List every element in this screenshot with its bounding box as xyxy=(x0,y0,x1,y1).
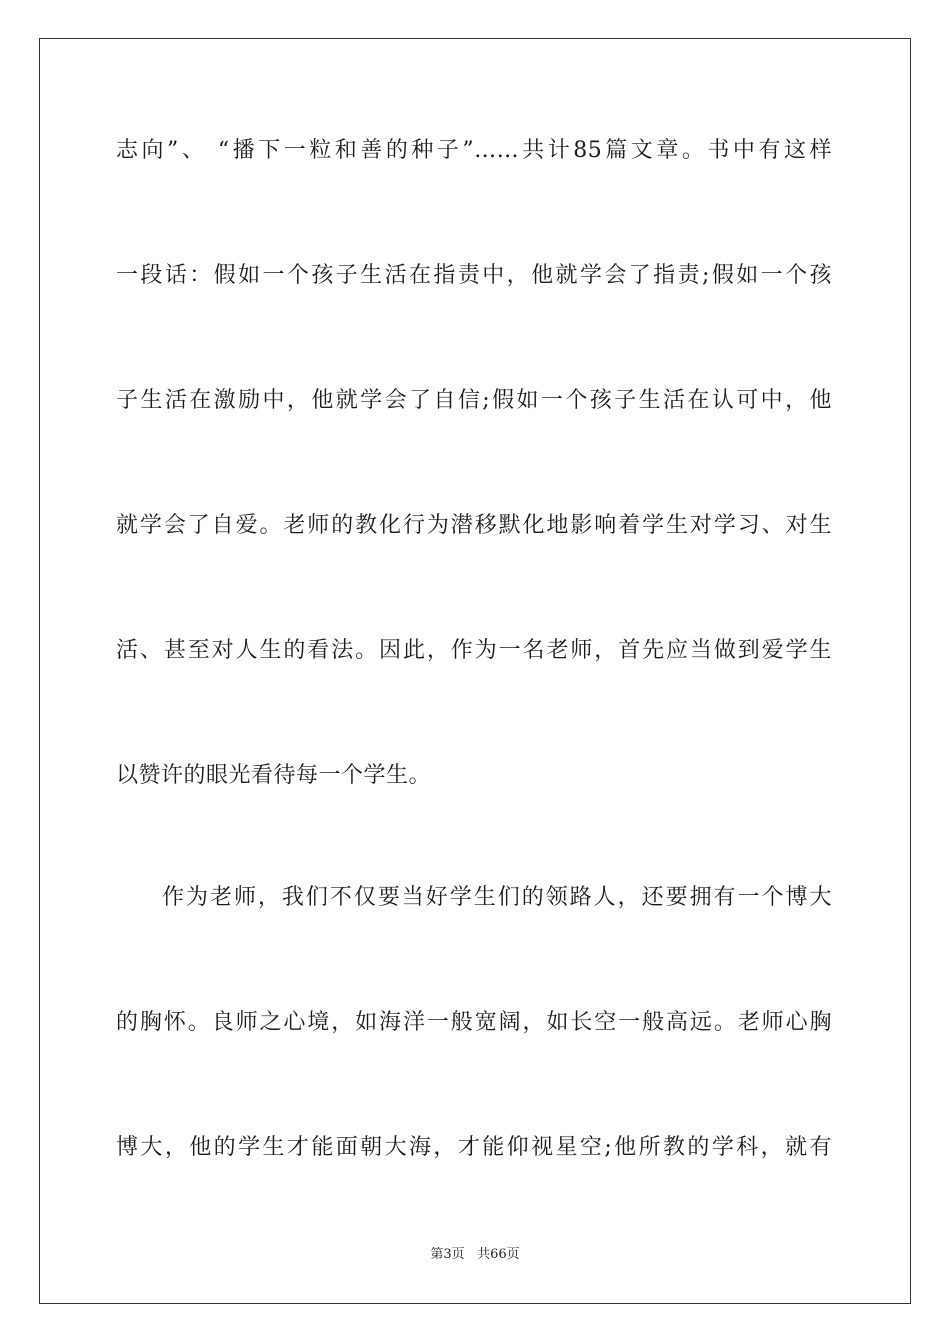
body-text-line-4: 就学会了自爱。老师的教化行为潜移默化地影响着学生对学习、对生 xyxy=(116,513,832,538)
page-border xyxy=(39,38,911,1304)
body-text-line-6: 以赞许的眼光看待每一个学生。 xyxy=(116,763,432,788)
total-pages: 共66页 xyxy=(477,1247,520,1262)
body-text-line-7: 作为老师，我们不仅要当好学生们的领路人，还要拥有一个博大 xyxy=(162,885,832,910)
page-footer xyxy=(0,1246,950,1264)
body-text-line-5: 活、甚至对人生的看法。因此，作为一名老师，首先应当做到爱学生 xyxy=(116,638,832,663)
body-text-line-3: 子生活在激励中，他就学会了自信;假如一个孩子生活在认可中，他 xyxy=(116,388,832,413)
body-text-line-1: 志向”、 “播下一粒和善的种子”……共计85篇文章。书中有这样 xyxy=(116,138,832,163)
page-number: 第3页 xyxy=(430,1247,465,1262)
body-text-line-8: 的胸怀。良师之心境，如海洋一般宽阔，如长空一般高远。老师心胸 xyxy=(116,1010,832,1035)
body-text-line-9: 博大，他的学生才能面朝大海，才能仰视星空;他所教的学科，就有 xyxy=(116,1135,832,1160)
body-text-line-2: 一段话：假如一个孩子生活在指责中，他就学会了指责;假如一个孩 xyxy=(116,263,832,288)
footer-spacer xyxy=(465,1247,477,1262)
